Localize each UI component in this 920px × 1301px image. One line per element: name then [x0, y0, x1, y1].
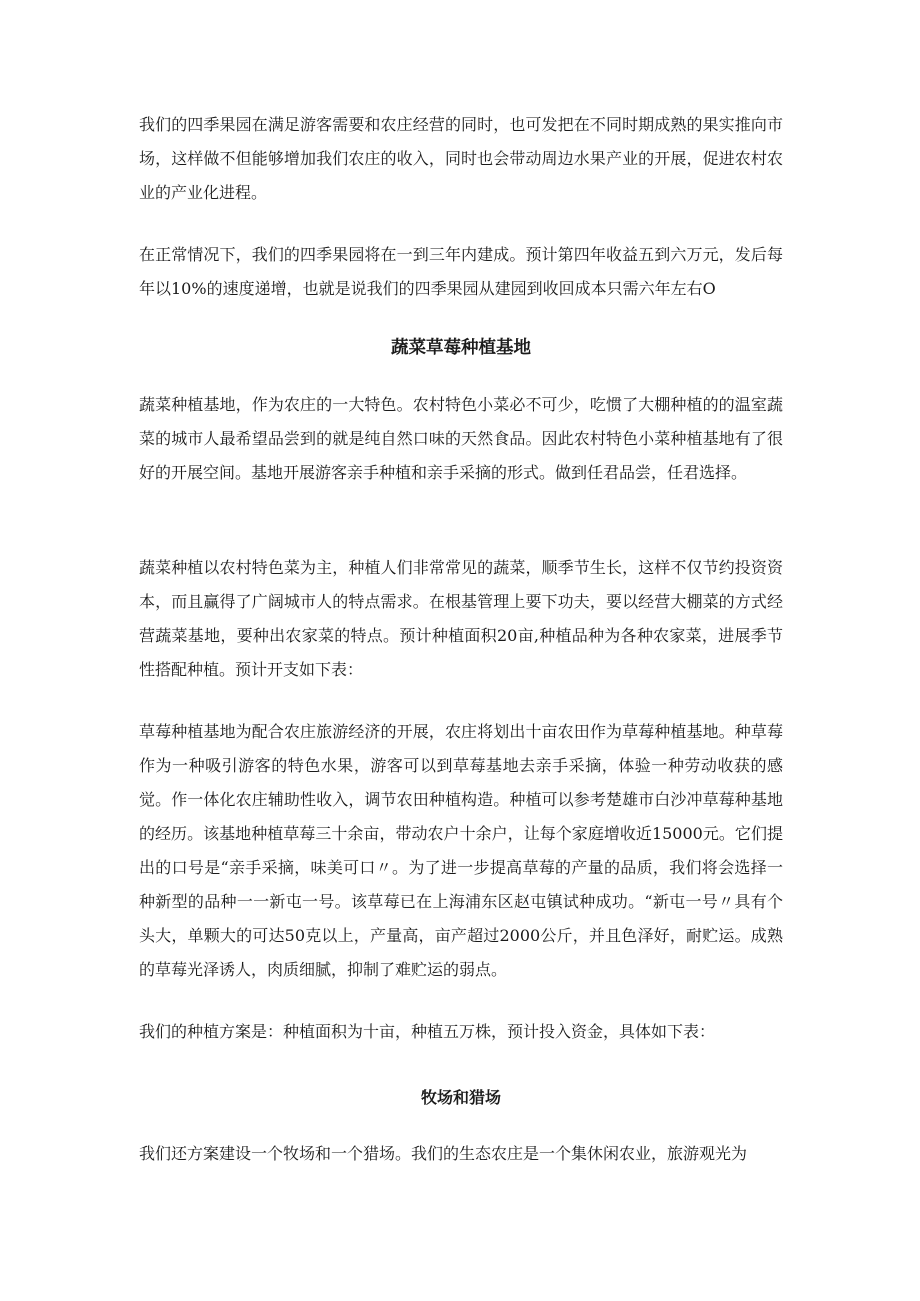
paragraph-planting-plan: 我们的种植方案是：种植面积为十亩，种植五万株，预计投入资金，具体如下表： — [139, 1022, 716, 1041]
paragraph-ranch-intro: 我们还方案建设一个牧场和一个猎场。我们的生态农庄是一个集休闲农业，旅游观光为 — [139, 1144, 748, 1163]
paragraph-orchard-returns: 在正常情况下，我们的四季果园将在一到三年内建成。预计第四年收益五到六万元，发后每年以10%的速度递增，也就是说我们的四季果园从建园到收回成本只需六年左右O — [139, 245, 783, 298]
section-heading-ranch-hunting: 牧场和猎场 — [420, 1088, 501, 1107]
paragraph-orchard-market: 我们的四季果园在满足游客需要和农庄经营的同时，也可发把在不同时期成熟的果实推向市场，这样做不但能够增加我们农庄的收入，同时也会带动周边水果产业的开展，促进农村农业的产业化进程。 — [139, 115, 783, 202]
section-heading-vegetable-strawberry: 蔬菜草莓种植基地 — [391, 338, 531, 358]
paragraph-vegetable-base: 蔬菜种植基地，作为农庄的一大特色。农村特色小菜必不可少，吃惯了大棚种植的的温室蔬菜的城市人最希望品尝到的就是纯自然口味的天然食品。因此农村特色小菜种植基地有了很好的开展空间。基地开展游客亲手种植和亲手采摘的形式。做到任君品尝，任君选择。 — [139, 395, 783, 482]
paragraph-strawberry-base: 草莓种植基地为配合农庄旅游经济的开展，农庄将划出十亩农田作为草莓种植基地。种草莓作为一种吸引游客的特色水果，游客可以到草莓基地去亲手采摘，体验一种劳动收获的感觉。作一体化农庄辅助性收入，调节农田种植构造。种植可以参考楚雄市白沙冲草莓种基地的经历。该基地种植草莓三十余亩，带动农户十余户，让每个家庭增收近15000元。它们提出的口号是“亲手采摘，味美可口〃。为了进一步提高草莓的产量的品质，我们将会选择一种新型的品种一一新屯一号。该草莓已在上海浦东区赵屯镇试种成功。“新屯一号〃具有个头大，单颗大的可达50克以上，产量高，亩产超过2000公斤，并且色泽好，耐贮运。成熟的草莓光泽诱人，肉质细腻，抑制了难贮运的弱点。 — [139, 722, 783, 979]
paragraph-vegetable-planting: 蔬菜种植以农村特色菜为主，种植人们非常常见的蔬菜，顺季节生长，这样不仅节约投资资本，而且赢得了广阔城市人的特点需求。在根基管理上要下功夫，要以经营大棚菜的方式经营蔬菜基地，要种出农家菜的特点。预计种植面积20亩,种植品种为各种农家菜，进展季节性搭配种植。预计开支如下表： — [139, 558, 783, 679]
